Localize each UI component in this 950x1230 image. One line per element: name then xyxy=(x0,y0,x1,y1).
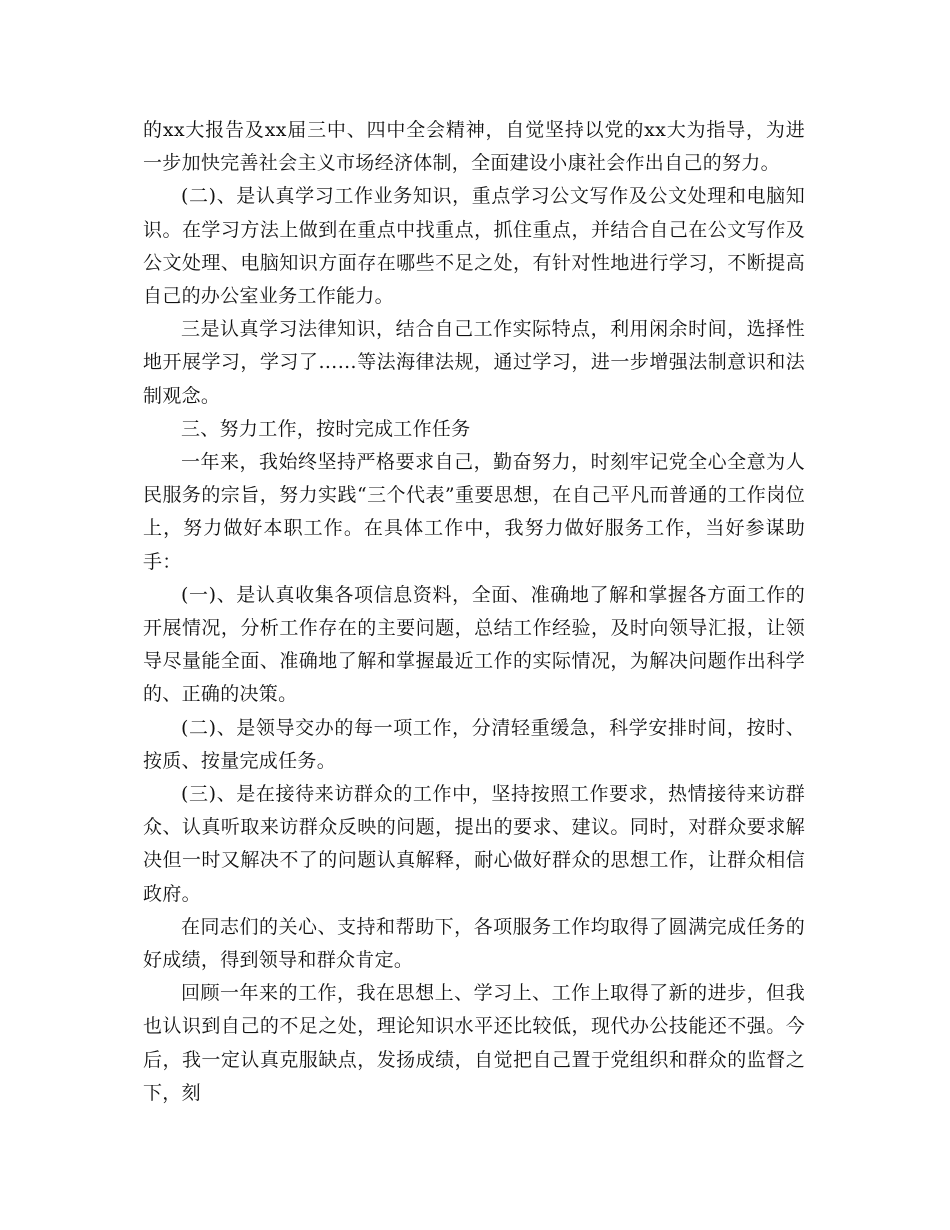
paragraph-2: (二)、是认真学习工作业务知识，重点学习公文写作及公文处理和电脑知识。在学习方法上做到在重点中找重点，抓住重点，并结合自己在公文写作及公文处理、电脑知识方面存在哪些不足之处，有针对性地进行学习，不断提高自己的办公室业务工作能力。 xyxy=(143,185,805,308)
paragraph-8: (三)、是在接待来访群众的工作中，坚持按照工作要求，热情接待来访群众、认真听取来访群众反映的问题，提出的要求、建议。同时，对群众要求解决但一时又解决不了的问题认真解释，耐心做好群众的思想工作，让群众相信政府。 xyxy=(143,783,805,905)
paragraph-5: 一年来，我始终坚持严格要求自己，勤奋努力，时刻牢记党全心全意为人民服务的宗旨，努力实践“三个代表”重要思想，在自己平凡而普通的工作岗位上，努力做好本职工作。在具体工作中，我努力做好服务工作，当好参谋助手： xyxy=(143,451,805,573)
section-heading: 三、努力工作，按时完成工作任务 xyxy=(181,417,471,440)
paragraph-10: 回顾一年来的工作，我在思想上、学习上、工作上取得了新的进步，但我也认识到自己的不足之处，理论知识水平还比较低，现代办公技能还不强。今后，我一定认真克服缺点，发扬成绩，自觉把自己置于党组织和群众的监督之下，刻 xyxy=(143,982,805,1104)
paragraph-3: 三是认真学习法律知识，结合自己工作实际特点，利用闲余时间，选择性地开展学习，学习了……等法海律法规，通过学习，进一步增强法制意识和法制观念。 xyxy=(143,318,805,407)
paragraph-6: (一)、是认真收集各项信息资料，全面、准确地了解和掌握各方面工作的开展情况，分析工作存在的主要问题，总结工作经验，及时向领导汇报，让领导尽量能全面、准确地了解和掌握最近工作的实际情况，为解决问题作出科学的、正确的决策。 xyxy=(143,583,805,706)
paragraph-9: 在同志们的关心、支持和帮助下，各项服务工作均取得了圆满完成任务的好成绩，得到领导和群众肯定。 xyxy=(143,915,805,972)
paragraph-1: 的xx大报告及xx届三中、四中全会精神，自觉坚持以党的xx大为指导，为进一步加快完善社会主义市场经济体制，全面建设小康社会作出自己的努力。 xyxy=(143,119,805,175)
paragraph-7: (二)、是领导交办的每一项工作，分清轻重缓急，科学安排时间，按时、按质、按量完成任务。 xyxy=(143,716,805,772)
document-body xyxy=(143,114,805,1110)
